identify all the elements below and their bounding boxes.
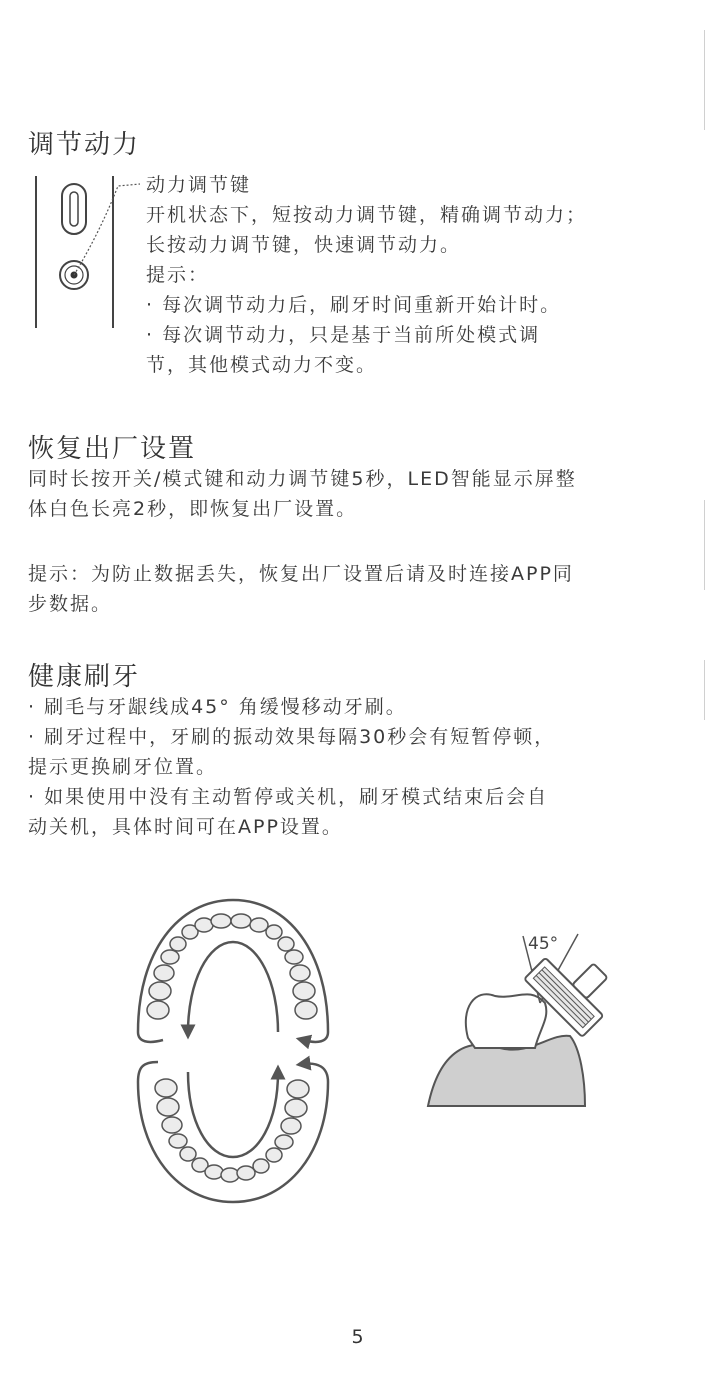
power-instructions — [146, 200, 587, 380]
tooth-shape — [466, 994, 547, 1048]
text-line: 同时长按开关/模式键和动力调节键5秒，LED智能显示屏整 — [28, 468, 577, 490]
text-line: · 每次调节动力后，刷牙时间重新开始计时。 — [146, 294, 562, 316]
text-line: 体白色长亮2秒，即恢复出厂设置。 — [28, 498, 358, 520]
text-line: 提示： — [146, 264, 210, 286]
healthy-brushing-tips — [28, 692, 555, 842]
dental-arches-illustration — [128, 892, 338, 1212]
page-edge-mark — [704, 660, 705, 720]
reset-tip — [28, 559, 574, 619]
text-line: 动关机，具体时间可在APP设置。 — [28, 816, 343, 838]
text-line: · 如果使用中没有主动暂停或关机，刷牙模式结束后会自 — [28, 786, 549, 808]
section-title-healthy-brushing: 健康刷牙 — [28, 662, 141, 692]
section-title-reset: 恢复出厂设置 — [28, 434, 197, 464]
text-line: 节，其他模式动力不变。 — [146, 354, 378, 376]
power-button-diagram — [30, 172, 150, 332]
brush-angle-illustration — [420, 928, 620, 1113]
text-line: 提示：为防止数据丢失，恢复出厂设置后请及时连接APP同 — [28, 563, 574, 585]
text-line: · 每次调节动力，只是基于当前所处模式调 — [146, 324, 541, 346]
angle-label: 45° — [528, 934, 559, 954]
text-line: · 刷牙过程中，牙刷的振动效果每隔30秒会有短暂停顿， — [28, 726, 556, 748]
text-line: 提示更换刷牙位置。 — [28, 756, 218, 778]
reset-instructions — [28, 464, 577, 524]
text-line: · 刷毛与牙龈线成45° 角缓慢移动牙刷。 — [28, 696, 407, 718]
page-edge-mark — [704, 30, 705, 130]
text-line: 开机状态下，短按动力调节键，精确调节动力； — [146, 204, 588, 226]
page-edge-mark — [704, 500, 705, 590]
page-number: 5 — [351, 1326, 364, 1348]
text-line: 长按动力调节键，快速调节动力。 — [146, 234, 462, 256]
section-title-power: 调节动力 — [28, 130, 141, 160]
power-callout-label: 动力调节键 — [146, 174, 252, 196]
text-line: 步数据。 — [28, 593, 113, 615]
